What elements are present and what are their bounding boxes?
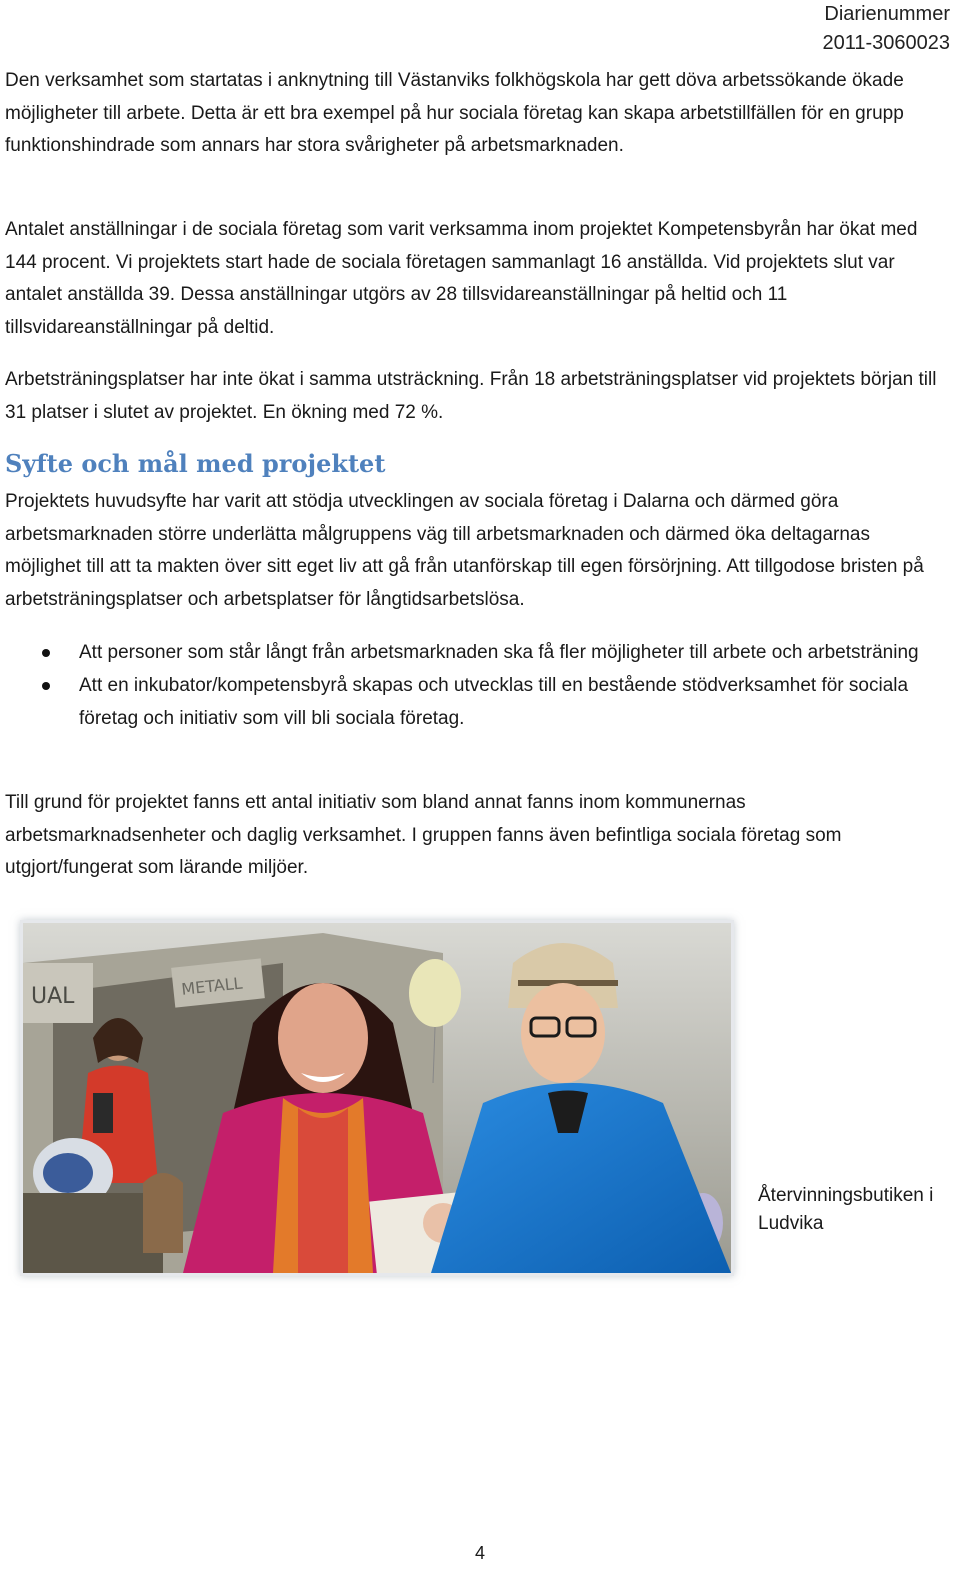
- bullet-icon: [42, 682, 50, 690]
- page-number: 4: [474, 1543, 485, 1563]
- document-header: [822, 0, 950, 58]
- diarienummer-label: Diarienummer: [824, 3, 950, 25]
- sign-right-text: METALL: [180, 973, 244, 999]
- paragraph-vastanvik: Den verksamhet som startatas i anknytning till Västanviks folkhögskola har gett döva arbetssökande ökade möjligheter till arbete. Detta är ett bra exempel på hur sociala företag kan skapa arbetstillfällen för en grupp funktionshindrade som annars har stora svårigheter på arbetsmarknaden.: [5, 70, 904, 156]
- photo-caption: Återvinningsbutiken i Ludvika: [758, 1185, 934, 1234]
- paragraph-background: Till grund för projektet fanns ett antal initiativ som bland annat fanns inom kommunernas arbetsmarknadsenheter och daglig verksamhet. I gruppen fanns även befintliga sociala företag som utgjort/fungerat som lärande miljöer.: [5, 792, 842, 878]
- bullet-icon: [42, 649, 50, 657]
- photo-recycling-shop: [20, 920, 734, 1276]
- paragraph-employment-growth: Antalet anställningar i de sociala företag som varit verksamma inom projektet Kompetensbyrån har ökat med 144 procent. Vi projektets start hade de sociala företagen sammanlagt 16 anställda. Vid projektets slut var antalet anställda 39. Dessa anställningar utgörs av 28 tillsvidareanställningar på heltid och 11 tillsvidareanställningar på deltid.: [5, 219, 918, 338]
- diarienummer-value: 2011-3060023: [822, 32, 950, 54]
- sign-left-text: UAL: [31, 984, 75, 1009]
- photo-illustration: [23, 923, 731, 1273]
- list-item-text: Att personer som står långt från arbetsmarknaden ska få fler möjligheter till arbete och arbetsträning: [79, 642, 919, 663]
- list-item: [40, 669, 945, 735]
- paragraph-purpose: Projektets huvudsyfte har varit att stödja utvecklingen av sociala företag i Dalarna och därmed göra arbetsmarknaden större underlätta målgruppens väg till arbetsmarknaden och därmed öka deltagarnas möjlighet till att ta makten över sitt eget liv att gå från utanförskap till egen försörjning. Att tillgodose bristen på arbetsträningsplatser och arbetsplatser för långtidsarbetslösa.: [5, 491, 924, 610]
- section-heading: Syfte och mål med projektet: [5, 449, 386, 478]
- paragraph-training-places: Arbetsträningsplatser har inte ökat i samma utsträckning. Från 18 arbetsträningsplatser vid projektets början till 31 platser i slutet av projektet. En ökning med 72 %.: [5, 369, 937, 423]
- goal-list: [40, 636, 945, 735]
- list-item-text: Att en inkubator/kompetensbyrå skapas och utvecklas till en bestående stödverksamhet för sociala företag och initiativ som vill bli sociala företag.: [79, 675, 909, 729]
- list-item: [40, 636, 945, 669]
